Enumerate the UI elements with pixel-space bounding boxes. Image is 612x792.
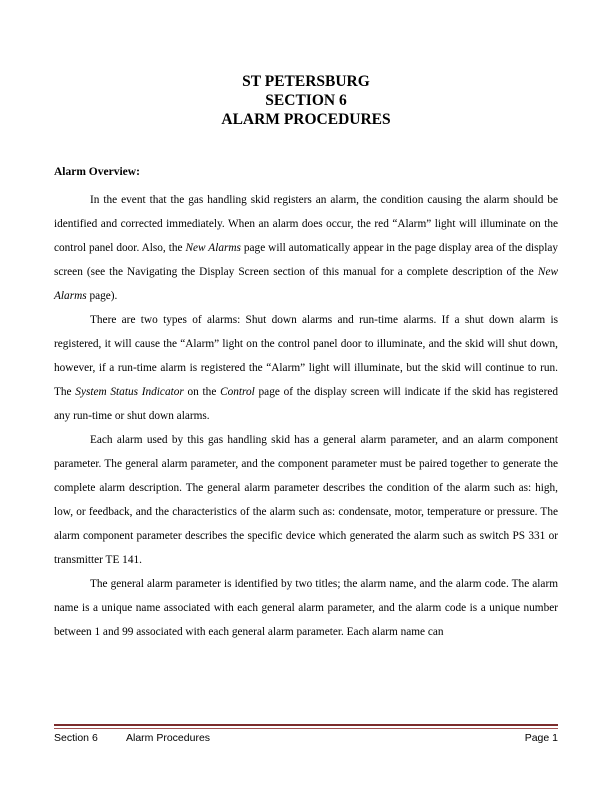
document-title-line-2: SECTION 6 (265, 92, 347, 109)
document-title-block (0, 72, 612, 129)
paragraph-1-text-e: page). (86, 290, 118, 302)
document-title-line-3: ALARM PROCEDURES (221, 111, 391, 128)
paragraph-2 (54, 308, 558, 428)
body-text (54, 188, 558, 644)
footer-divider-thick (54, 724, 558, 726)
document-title-line-1: ST PETERSBURG (242, 73, 370, 90)
paragraph-3: Each alarm used by this gas handling skid has a general alarm parameter, and an alarm component parameter. The general alarm parameter, and the component parameter must be paired together to generate the complete alarm description. The general alarm parameter describes the condition of the alarm such as: high, low, or feedback, and the characteristics of the alarm such as: condensate, motor, temperature or pressure. The alarm component parameter describes the specific device which generated the alarm such as switch PS 331 or transmitter TE 141. (54, 434, 558, 566)
footer-divider-thin (54, 728, 558, 729)
paragraph-2-emphasis-system-status: System Status Indicator (75, 386, 184, 398)
paragraph-1-text-a: In the event that the gas handling skid registers an alarm, the condition causing the alarm should be identified and corrected immediately. When an alarm does occur, the red “Alarm” light will illuminate on the control panel door. Also, the (54, 194, 558, 254)
page-footer (54, 731, 558, 745)
paragraph-2-emphasis-control: Control (220, 386, 255, 398)
footer-section-title: Alarm Procedures (126, 732, 211, 744)
paragraph-1-emphasis-new-alarms: New Alarms (185, 242, 241, 254)
footer-page-number: Page 1 (524, 732, 558, 744)
footer-section-label: Section 6 (54, 732, 98, 744)
section-heading: Alarm Overview: (54, 166, 140, 178)
paragraph-2-text-c: on the (183, 386, 221, 398)
paragraph-2-text-e: page of the display screen will indicate if the skid has registered any run-time or shut down alarms. (54, 386, 558, 422)
paragraph-1 (54, 188, 558, 308)
paragraph-1-text-c: page will automatically appear in the page display area of the display screen (see the Navigating the Display Screen section of this manual for a complete description of the (54, 242, 558, 278)
paragraph-4: The general alarm parameter is identified by two titles; the alarm name, and the alarm code. The alarm name is a unique name associated with each general alarm parameter, and the alarm code is a unique number between 1 and 99 associated with each general alarm parameter. Each alarm name can (54, 578, 558, 638)
paragraph-2-text-a: There are two types of alarms: Shut down alarms and run-time alarms. If a shut down alarm is registered, it will cause the “Alarm” light on the control panel door to illuminate, and the skid will shut down, however, if a run-time alarm is registered the “Alarm” light will illuminate, but the skid will continue to run. The (54, 314, 558, 398)
paragraph-1-emphasis-new-alarms-2: New Alarms (54, 266, 558, 302)
